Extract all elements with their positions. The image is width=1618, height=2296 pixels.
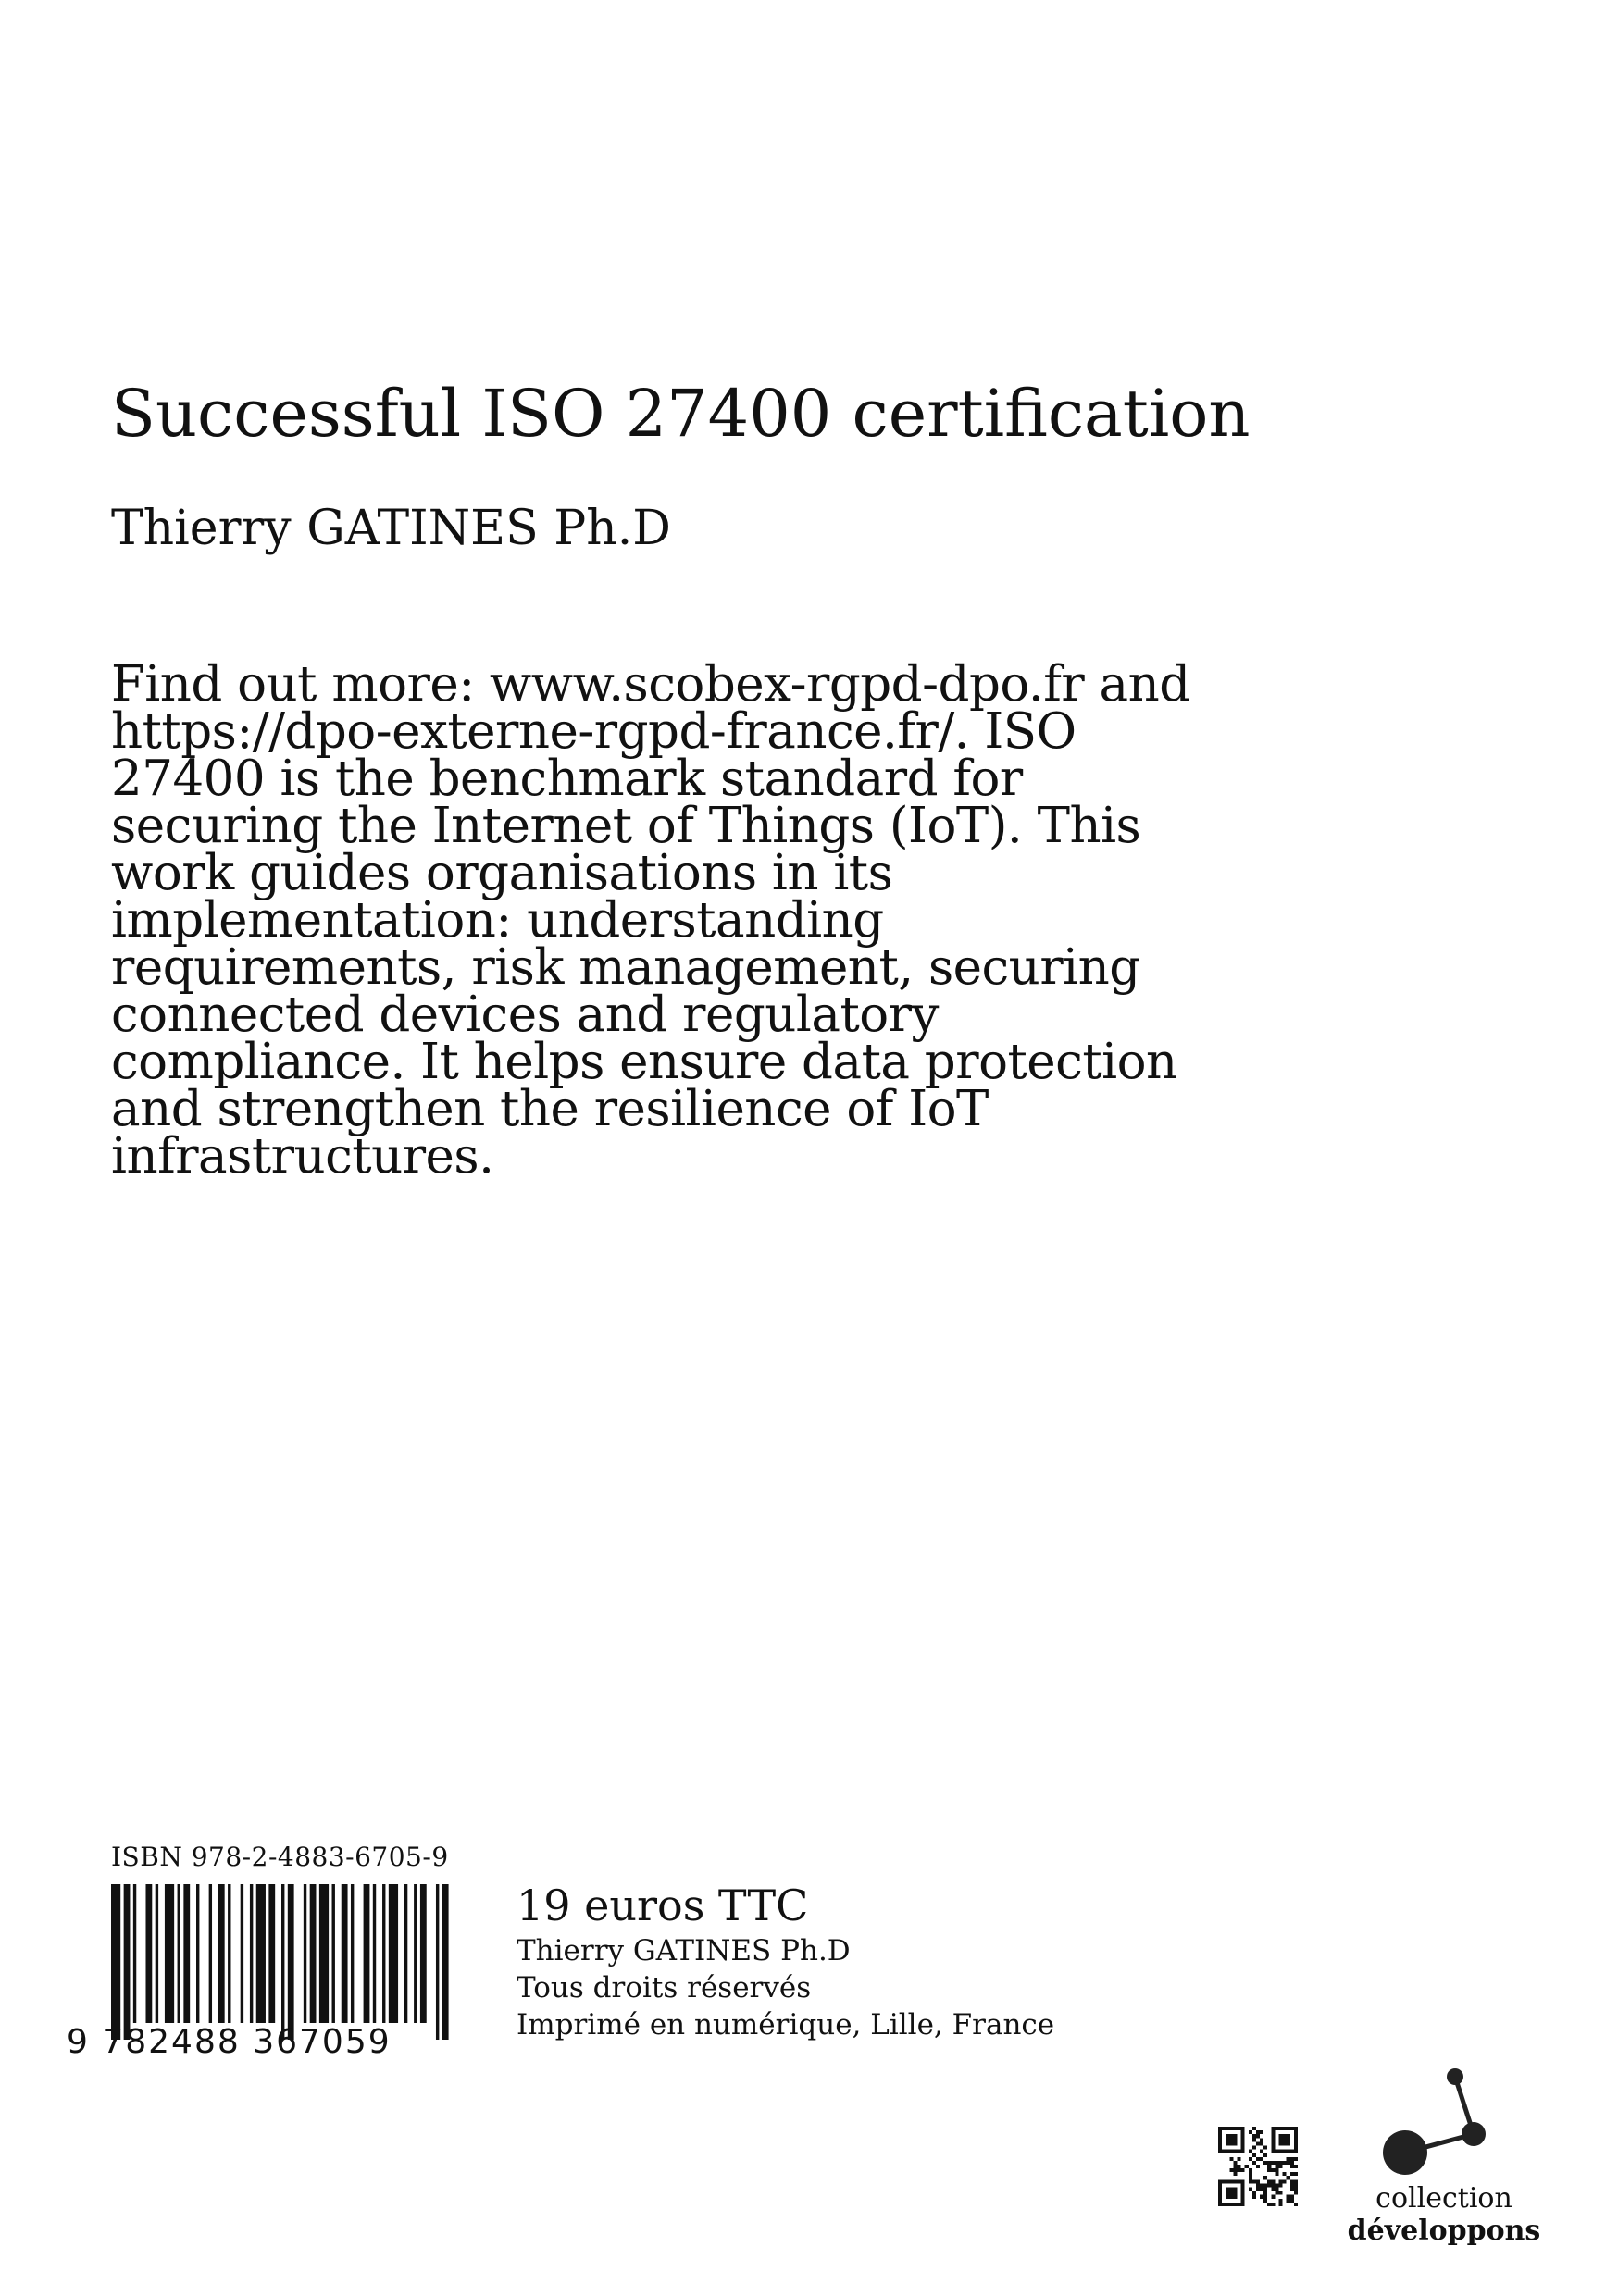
qr-module — [1279, 2138, 1283, 2141]
qr-module — [1233, 2191, 1237, 2195]
qr-module — [1287, 2150, 1290, 2153]
logo-label-collection: collection — [1375, 2182, 1512, 2215]
qr-module — [1271, 2145, 1275, 2149]
barcode-bar — [332, 1884, 335, 2023]
qr-module — [1283, 2127, 1287, 2130]
qr-module — [1237, 2179, 1240, 2183]
barcode-bar — [183, 1884, 190, 2023]
qr-module — [1241, 2183, 1245, 2187]
qr-module — [1218, 2150, 1222, 2153]
qr-module — [1237, 2127, 1240, 2130]
qr-module — [1233, 2134, 1237, 2138]
qr-module — [1252, 2161, 1256, 2165]
qr-module — [1218, 2138, 1222, 2141]
qr-module — [1260, 2195, 1263, 2199]
qr-module — [1290, 2183, 1294, 2187]
qr-module — [1226, 2127, 1229, 2130]
qr-module — [1279, 2141, 1283, 2145]
qr-module — [1267, 2168, 1271, 2172]
isbn-label: ISBN 978-2-4883-6705-9 — [111, 1842, 449, 1872]
qr-module — [1275, 2168, 1278, 2172]
qr-module — [1252, 2153, 1256, 2157]
qr-module — [1294, 2191, 1298, 2195]
qr-module — [1226, 2150, 1229, 2153]
qr-module — [1263, 2183, 1267, 2187]
qr-module — [1294, 2145, 1298, 2149]
qr-module — [1279, 2203, 1283, 2206]
qr-module — [1218, 2145, 1222, 2149]
qr-module — [1287, 2195, 1290, 2199]
barcode-bar — [165, 1884, 174, 2023]
qr-module — [1237, 2203, 1240, 2206]
barcode-bar — [382, 1884, 385, 2023]
qr-module — [1290, 2179, 1294, 2183]
barcode-bar — [228, 1884, 230, 2023]
qr-module — [1275, 2188, 1278, 2191]
qr-module — [1290, 2188, 1294, 2191]
qr-module — [1271, 2134, 1275, 2138]
qr-module — [1226, 2134, 1229, 2138]
qr-module — [1249, 2150, 1252, 2153]
qr-module — [1256, 2134, 1260, 2138]
qr-module — [1279, 2165, 1283, 2168]
qr-module — [1271, 2183, 1275, 2187]
qr-module — [1252, 2134, 1256, 2138]
qr-module — [1271, 2179, 1275, 2183]
qr-module — [1287, 2199, 1290, 2203]
qr-module — [1241, 2138, 1245, 2141]
qr-module — [1287, 2161, 1290, 2165]
qr-module — [1271, 2150, 1275, 2153]
qr-module — [1294, 2203, 1298, 2206]
qr-module — [1229, 2157, 1233, 2161]
barcode-bar — [404, 1884, 407, 2023]
qr-module — [1279, 2199, 1283, 2203]
barcode-bar — [241, 1884, 243, 2023]
qr-module — [1249, 2168, 1252, 2172]
qr-module — [1256, 2157, 1260, 2161]
qr-module — [1249, 2130, 1252, 2134]
barcode-bar — [156, 1884, 158, 2023]
barcode-bar — [389, 1884, 398, 2023]
qr-module — [1271, 2138, 1275, 2141]
qr-module — [1290, 2199, 1294, 2203]
qr-module — [1245, 2165, 1249, 2168]
qr-module — [1283, 2179, 1287, 2183]
qr-module — [1226, 2179, 1229, 2183]
qr-module — [1271, 2161, 1275, 2165]
qr-module — [1233, 2141, 1237, 2145]
qr-module — [1229, 2203, 1233, 2206]
barcode-bar — [373, 1884, 376, 2023]
barcode-bar — [268, 1884, 275, 2023]
qr-module — [1283, 2141, 1287, 2145]
qr-module — [1279, 2134, 1283, 2138]
qr-module — [1226, 2141, 1229, 2145]
qr-module — [1226, 2203, 1229, 2206]
qr-module — [1218, 2130, 1222, 2134]
qr-module — [1237, 2157, 1240, 2161]
qr-module — [1294, 2127, 1298, 2130]
qr-module — [1256, 2188, 1260, 2191]
qr-module — [1294, 2130, 1298, 2134]
qr-module — [1229, 2141, 1233, 2145]
qr-module — [1233, 2179, 1237, 2183]
qr-module — [1218, 2134, 1222, 2138]
qr-module — [1294, 2157, 1298, 2161]
qr-module — [1275, 2172, 1278, 2176]
qr-module — [1256, 2183, 1260, 2187]
qr-module — [1283, 2138, 1287, 2141]
qr-module — [1252, 2191, 1256, 2195]
qr-module — [1267, 2203, 1271, 2206]
qr-module — [1241, 2141, 1245, 2145]
barcode-bar — [420, 1884, 427, 2023]
qr-module — [1279, 2150, 1283, 2153]
qr-module — [1241, 2168, 1245, 2172]
logo-label-name: développons — [1347, 2215, 1541, 2247]
qr-module — [1263, 2188, 1267, 2191]
qr-module — [1229, 2195, 1233, 2199]
barcode-bar — [310, 1884, 317, 2023]
qr-module — [1294, 2150, 1298, 2153]
qr-module — [1229, 2150, 1233, 2153]
qr-module — [1229, 2134, 1233, 2138]
qr-module — [1241, 2199, 1245, 2203]
qr-module — [1256, 2179, 1260, 2183]
qr-module — [1260, 2138, 1263, 2141]
qr-module — [1256, 2141, 1260, 2145]
qr-module — [1279, 2161, 1283, 2165]
qr-module — [1267, 2161, 1271, 2165]
qr-module — [1287, 2141, 1290, 2145]
qr-module — [1287, 2127, 1290, 2130]
qr-module — [1241, 2145, 1245, 2149]
qr-module — [1271, 2127, 1275, 2130]
qr-module — [1263, 2195, 1267, 2199]
qr-module — [1279, 2179, 1283, 2183]
qr-module — [1287, 2138, 1290, 2141]
barcode-bar — [209, 1884, 212, 2023]
qr-module — [1271, 2168, 1275, 2172]
qr-module — [1260, 2141, 1263, 2145]
book-description: Find out more: www.scobex-rgpd-dpo.fr and https://dpo-externe-rgpd-france.fr/. ISO 27400 is the benchmark standard for securing the Internet of Things (IoT). This work guides organisations in its implementation: understanding requirements, risk management, securing connected devices and regulatory compliance. It helps ensure data protection and strengthen the resilience of IoT infrastructures. — [111, 656, 1190, 1185]
qr-module — [1252, 2195, 1256, 2199]
qr-module — [1290, 2195, 1294, 2199]
qr-module — [1271, 2141, 1275, 2145]
qr-module — [1218, 2141, 1222, 2145]
qr-module — [1294, 2188, 1298, 2191]
qr-module — [1252, 2145, 1256, 2149]
qr-module — [1283, 2172, 1287, 2176]
qr-module — [1294, 2165, 1298, 2168]
qr-module — [1229, 2138, 1233, 2141]
qr-module — [1218, 2203, 1222, 2206]
qr-module — [1260, 2188, 1263, 2191]
barcode-bar — [288, 1884, 294, 2040]
qr-module — [1226, 2191, 1229, 2195]
qr-module — [1275, 2183, 1278, 2187]
barcode-bar — [442, 1884, 449, 2040]
barcode-bar — [111, 1884, 120, 2040]
qr-module — [1290, 2172, 1294, 2176]
barcode-bar — [436, 1884, 439, 2040]
collection-logo-icon — [1377, 2062, 1516, 2191]
qr-module — [1229, 2191, 1233, 2195]
qr-module — [1290, 2165, 1294, 2168]
qr-module — [1241, 2130, 1245, 2134]
qr-module — [1233, 2150, 1237, 2153]
qr-module — [1260, 2130, 1263, 2134]
qr-module — [1222, 2179, 1226, 2183]
imprint-rights: Tous droits réservés — [517, 1971, 812, 2004]
qr-module — [1233, 2188, 1237, 2191]
qr-code-icon — [1218, 2127, 1298, 2206]
barcode-image — [111, 1884, 452, 2040]
qr-module — [1267, 2179, 1271, 2183]
barcode-bar — [218, 1884, 225, 2023]
qr-module — [1294, 2172, 1298, 2176]
qr-module — [1241, 2188, 1245, 2191]
barcode-bar — [319, 1884, 329, 2023]
qr-module — [1233, 2195, 1237, 2199]
qr-module — [1263, 2191, 1267, 2195]
qr-module — [1249, 2188, 1252, 2191]
barcode-bar — [281, 1884, 284, 2040]
qr-module — [1218, 2179, 1222, 2183]
imprint-author: Thierry GATINES Ph.D — [517, 1934, 851, 1967]
qr-module — [1233, 2172, 1237, 2176]
barcode-bar — [133, 1884, 136, 2023]
qr-module — [1249, 2172, 1252, 2176]
qr-module — [1294, 2138, 1298, 2141]
qr-module — [1218, 2195, 1222, 2199]
qr-module — [1260, 2183, 1263, 2187]
qr-module — [1241, 2179, 1245, 2183]
qr-module — [1290, 2150, 1294, 2153]
qr-module — [1222, 2127, 1226, 2130]
qr-module — [1237, 2168, 1240, 2172]
qr-module — [1233, 2168, 1237, 2172]
qr-module — [1233, 2138, 1237, 2141]
qr-module — [1252, 2127, 1256, 2130]
qr-module — [1275, 2150, 1278, 2153]
qr-module — [1241, 2150, 1245, 2153]
qr-module — [1218, 2199, 1222, 2203]
qr-module — [1290, 2161, 1294, 2165]
qr-module — [1226, 2138, 1229, 2141]
qr-module — [1290, 2127, 1294, 2130]
barcode-bar — [250, 1884, 253, 2023]
qr-module — [1271, 2188, 1275, 2191]
qr-module — [1260, 2157, 1263, 2161]
qr-module — [1229, 2188, 1233, 2191]
qr-module — [1252, 2138, 1256, 2141]
barcode-bar — [304, 1884, 306, 2023]
barcode-digits: 9 782488 367059 — [67, 2023, 392, 2061]
qr-module — [1233, 2165, 1237, 2168]
qr-module — [1233, 2161, 1237, 2165]
barcode-bar — [364, 1884, 370, 2023]
qr-module — [1237, 2150, 1240, 2153]
qr-module — [1267, 2183, 1271, 2187]
qr-module — [1275, 2191, 1278, 2195]
qr-module — [1283, 2134, 1287, 2138]
qr-module — [1287, 2176, 1290, 2179]
qr-module — [1290, 2157, 1294, 2161]
qr-module — [1263, 2176, 1267, 2179]
qr-module — [1229, 2168, 1233, 2172]
qr-module — [1294, 2179, 1298, 2183]
qr-module — [1294, 2141, 1298, 2145]
qr-module — [1218, 2183, 1222, 2187]
qr-module — [1275, 2161, 1278, 2165]
qr-module — [1241, 2134, 1245, 2138]
qr-module — [1241, 2195, 1245, 2199]
qr-module — [1218, 2127, 1222, 2130]
qr-module — [1271, 2203, 1275, 2206]
barcode-bar — [342, 1884, 348, 2023]
qr-module — [1241, 2203, 1245, 2206]
barcode-bar — [351, 1884, 354, 2023]
qr-module — [1229, 2179, 1233, 2183]
qr-module — [1294, 2183, 1298, 2187]
imprint-printed: Imprimé en numérique, Lille, France — [517, 2008, 1055, 2042]
barcode-bar — [414, 1884, 417, 2023]
price: 19 euros TTC — [517, 1880, 809, 1930]
qr-module — [1260, 2150, 1263, 2153]
qr-module — [1249, 2179, 1252, 2183]
qr-module — [1263, 2153, 1267, 2157]
qr-module — [1233, 2203, 1237, 2206]
qr-module — [1263, 2145, 1267, 2149]
barcode-bar — [256, 1884, 266, 2023]
barcode-bar — [124, 1884, 131, 2040]
qr-module — [1287, 2157, 1290, 2161]
qr-module — [1271, 2130, 1275, 2134]
barcode-bar — [178, 1884, 180, 2023]
qr-module — [1233, 2127, 1237, 2130]
qr-module — [1249, 2157, 1252, 2161]
qr-module — [1222, 2203, 1226, 2206]
qr-module — [1283, 2161, 1287, 2165]
barcode-bar — [196, 1884, 199, 2023]
qr-module — [1275, 2127, 1278, 2130]
qr-module — [1263, 2199, 1267, 2203]
book-author: Thierry GATINES Ph.D — [111, 501, 671, 556]
qr-module — [1229, 2127, 1233, 2130]
qr-module — [1287, 2134, 1290, 2138]
qr-module — [1222, 2150, 1226, 2153]
qr-module — [1237, 2165, 1240, 2168]
qr-module — [1226, 2188, 1229, 2191]
qr-module — [1283, 2150, 1287, 2153]
book-title: Successful ISO 27400 certification — [111, 376, 1251, 452]
qr-module — [1279, 2183, 1283, 2187]
qr-module — [1218, 2191, 1222, 2195]
qr-module — [1279, 2191, 1283, 2195]
qr-module — [1256, 2165, 1260, 2168]
qr-module — [1241, 2127, 1245, 2130]
qr-module — [1218, 2188, 1222, 2191]
qr-module — [1226, 2195, 1229, 2199]
qr-module — [1249, 2176, 1252, 2179]
qr-module — [1275, 2165, 1278, 2168]
qr-module — [1252, 2179, 1256, 2183]
qr-module — [1279, 2127, 1283, 2130]
qr-module — [1241, 2191, 1245, 2195]
qr-module — [1263, 2161, 1267, 2165]
qr-module — [1256, 2130, 1260, 2134]
qr-module — [1267, 2165, 1271, 2168]
qr-module — [1271, 2195, 1275, 2199]
barcode-bar — [145, 1884, 152, 2023]
qr-module — [1294, 2134, 1298, 2138]
